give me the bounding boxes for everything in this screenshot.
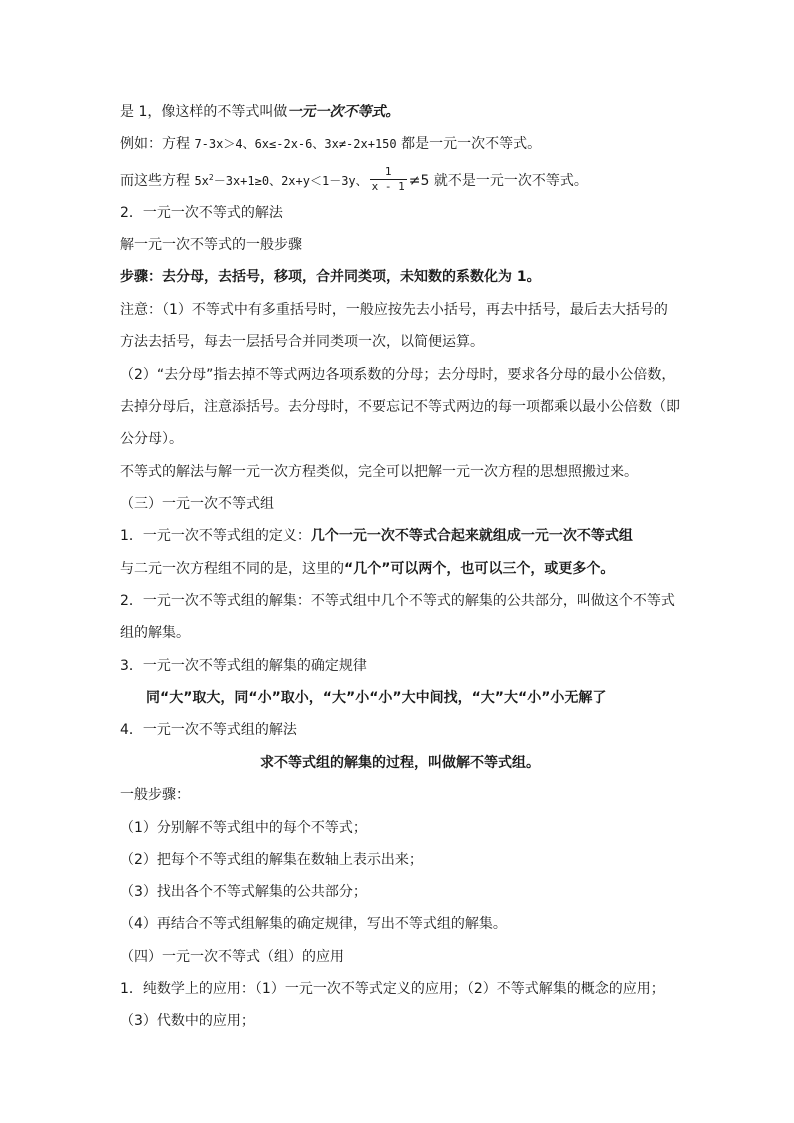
text-line-6: 步骤：去分母，去括号，移项，合并同类项，未知数的系数化为 1。	[120, 269, 541, 285]
text-line-1	[120, 102, 680, 122]
text-segment: 而这些方程	[120, 173, 190, 189]
text-line-17: 组的解集。	[120, 625, 190, 641]
text-line-12: 不等式的解法与解一元一次方程类似，完全可以把解一元一次方程的思想照搬过来。	[120, 464, 638, 480]
text-segment: 例如：方程	[120, 136, 190, 152]
text-line-5: 解一元一次不等式的一般步骤	[120, 237, 302, 253]
text-segment: 是 1，像这样的不等式叫做	[120, 104, 288, 120]
text-line-2	[120, 134, 680, 154]
text-line-29: （3）代数中的应用；	[120, 1013, 255, 1029]
text-line-10: 去掉分母后，注意添括号。去分母时，不要忘记不等式两边的每一项都乘以最小公倍数（即	[120, 399, 680, 415]
math-expression: 7-3x＞4、6x≤-2x-6、3x≠-2x+150	[194, 137, 397, 151]
text-line-4: 2．一元一次不等式的解法	[120, 205, 283, 221]
step-1: （1）分别解不等式组中的每个不等式；	[120, 820, 367, 836]
section-heading-3: （三）一元一次不等式组	[120, 496, 274, 512]
step-3: （3）找出各个不等式解集的公共部分；	[120, 884, 367, 900]
text-line-14	[120, 526, 680, 546]
step-4: （4）再结合不等式组解集的确定规律，写出不等式组的解集。	[120, 916, 507, 932]
text-highlight: “几个”可以两个，也可以三个，或更多个。	[344, 561, 615, 577]
rule-line: 同“大”取大，同“小”取小，“大”小“小”大中间找，“大”大“小”小无解了	[146, 690, 607, 706]
text-line-16: 2．一元一次不等式组的解集：不等式组中几个不等式的解集的公共部分，叫做这个不等式	[120, 593, 675, 609]
math-expression	[194, 174, 367, 188]
text-line-7: 注意：（1）不等式中有多重括号时，一般应按先去小括号，再去中括号，最后去大括号的	[120, 302, 668, 318]
term-highlight: 一元一次不等式。	[287, 104, 400, 120]
text-line-15	[120, 559, 680, 579]
text-line-3	[120, 166, 680, 196]
definition-centered: 求不等式组的解集的过程，叫做解不等式组。	[260, 755, 540, 771]
text-line-18: 3．一元一次不等式组的解集的确定规律	[120, 658, 367, 674]
step-2: （2）把每个不等式组的解集在数轴上表示出来；	[120, 852, 423, 868]
text-line-20: 4．一元一次不等式组的解法	[120, 722, 297, 738]
section-heading-4: （四）一元一次不等式（组）的应用	[120, 949, 344, 965]
text-segment: 都是一元一次不等式。	[401, 136, 542, 152]
text-line-28: 1．纯数学上的应用：（1）一元一次不等式定义的应用；（2）不等式解集的概念的应用；	[120, 981, 665, 997]
text-segment: ≠5 就不是一元一次不等式。	[408, 173, 588, 189]
math-term: 5x	[194, 174, 209, 188]
math-term: －3x+1≥0、2x+y＜1－3y、	[213, 174, 368, 188]
math-exponent: 2	[208, 173, 214, 182]
text-line-22: 一般步骤：	[120, 787, 190, 803]
text-segment: 与二元一次方程组不同的是，这里的	[120, 561, 344, 577]
text-line-11: 公分母）。	[120, 431, 183, 447]
fraction	[370, 165, 407, 194]
text-line-8: 方法去括号，每去一层括号合并同类项一次，以简便运算。	[120, 334, 484, 350]
text-segment: 1．一元一次不等式组的定义：	[120, 528, 311, 544]
text-line-9: （2）“去分母”指去掉不等式两边各项系数的分母；去分母时，要求各分母的最小公倍数，	[120, 367, 676, 383]
definition-highlight: 几个一元一次不等式合起来就组成一元一次不等式组	[310, 528, 633, 544]
fraction-denominator: x - 1	[371, 179, 405, 193]
fraction-numerator: 1	[384, 164, 392, 178]
